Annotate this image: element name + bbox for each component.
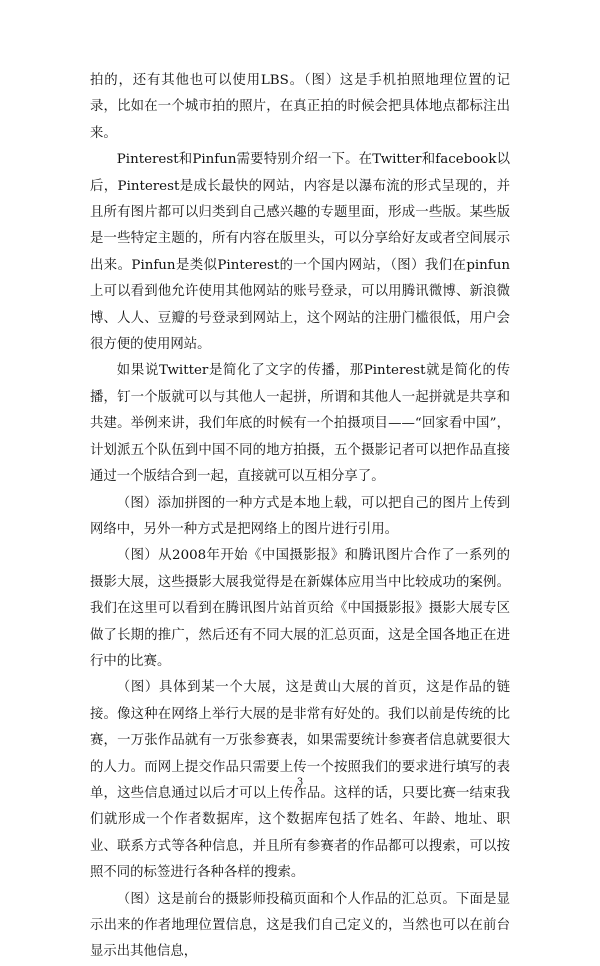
paragraph-submission-page: （图）这是前台的摄影师投稿页面和个人作品的汇总页。下面是显示出来的作者地理位置信息，这是我们自己定义的，当然也可以在前台显示出其他信息， bbox=[90, 891, 510, 960]
paragraph-pinterest-pinfun: Pinterest和Pinfun需要特别介绍一下。在Twitter和facebook以后，Pinterest是成长最快的网站，内容是以瀑布流的形式呈现的，并且所有图片都可以归类到自己感兴趣的专题里面，形成一些版。某些版是一些特定主题的，所有内容在版里头，可以分享给好友或者空间展示出来。Pinfun是类似Pinterest的一个国内网站，（图）我们在pinfun上可以看到他允许使用其他网站的账号登录，可以用腾讯微博、新浪微博、人人、豆瓣的号登录到网站上，这个网站的注册门槛很低，用户会很方便的使用网站。 bbox=[90, 152, 510, 353]
paragraph-continuation: 拍的，还有其他也可以使用LBS。（图）这是手机拍照地理位置的记录，比如在一个城市拍的照片，在真正拍的时候会把具体地点都标注出来。 bbox=[90, 73, 510, 141]
paragraph-add-puzzle: （图）添加拼图的一种方式是本地上载，可以把自己的图片上传到网络中，另外一种方式是把网络上的图片进行引用。 bbox=[90, 495, 510, 537]
paragraph-twitter-comparison: 如果说Twitter是简化了文字的传播，那Pinterest就是简化的传播，钉一个版就可以与其他人一起拼，所谓和其他人一起拼就是共享和共建。举例来讲，我们年底的时候有一个拍摄项目——“回家看中国”，计划派五个队伍到中国不同的地方拍摄，五个摄影记者可以把作品直接通过一个版结合到一起，直接就可以互相分享了。 bbox=[90, 363, 510, 485]
paragraph-photo-exhibitions: （图）从2008年开始《中国摄影报》和腾讯图片合作了一系列的摄影大展，这些摄影大展我觉得是在新媒体应用当中比较成功的案例。我们在这里可以看到在腾讯图片站首页给《中国摄影报》摄影大展专区做了长期的推广，然后还有不同大展的汇总页面，这是全国各地正在进行中的比赛。 bbox=[90, 548, 510, 669]
page-number: 3 bbox=[296, 777, 304, 788]
body-text bbox=[90, 68, 510, 966]
paragraph-huangshan-exhibition: （图）具体到某一个大展，这是黄山大展的首页，这是作品的链接。像这种在网络上举行大展的是非常有好处的。我们以前是传统的比赛，一万张作品就有一万张参赛表，如果需要统计参赛者信息就要很大的人力。而网上提交作品只需要上传一个按照我们的要求进行填写的表单，这些信息通过以后才可以上传作品。这样的话，只要比赛一结束我们就形成一个作者数据库，这个数据库包括了姓名、年龄、地址、职业、联系方式等各种信息，并且所有参赛者的作品都可以搜索，可以按照不同的标签进行各种各样的搜索。 bbox=[90, 680, 510, 881]
